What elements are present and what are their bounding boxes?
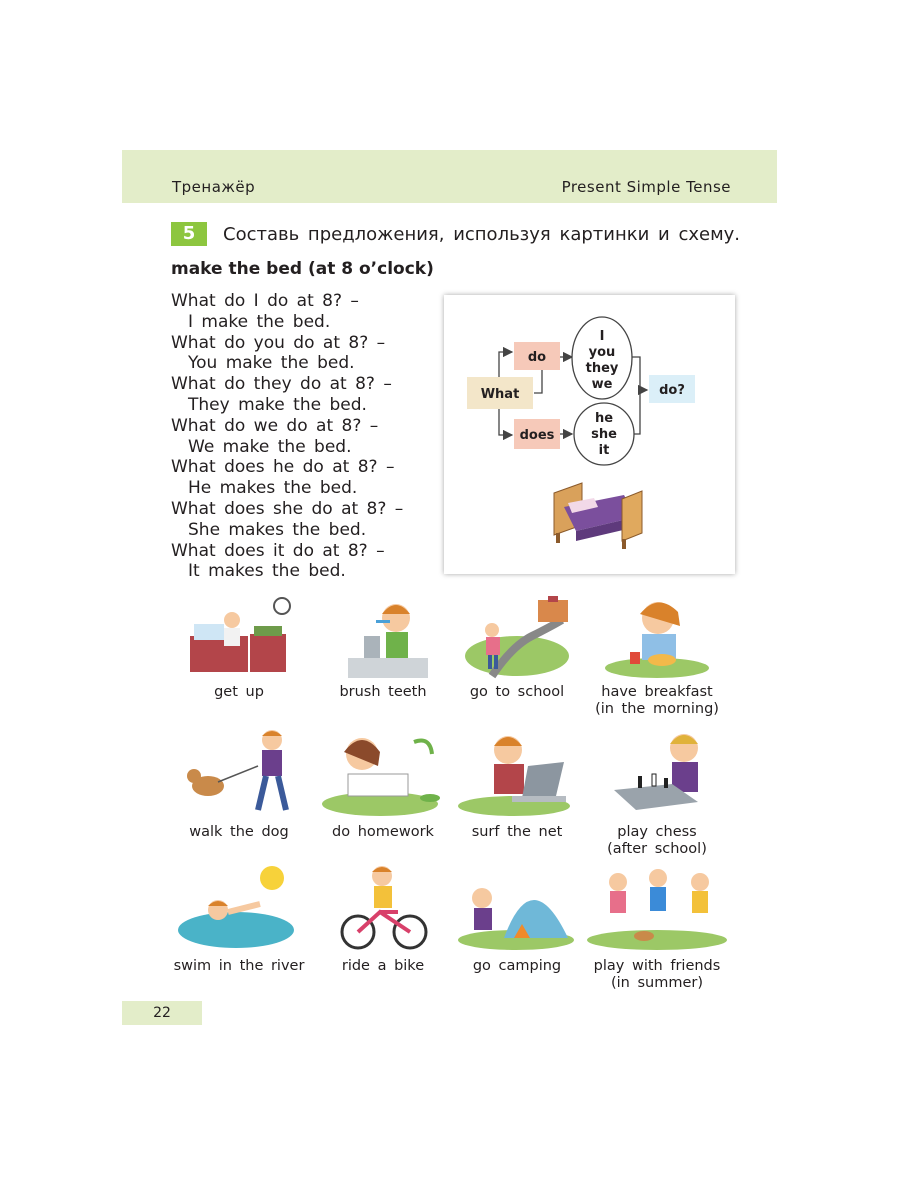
activity-note: (in summer) bbox=[610, 974, 704, 991]
dialog-question: What does it do at 8? – bbox=[171, 540, 385, 561]
section-title: Тренажёр bbox=[172, 178, 256, 196]
example-title: make the bed (at 8 o’clock) bbox=[171, 259, 434, 279]
dialog-answer: She makes the bed. bbox=[188, 519, 367, 540]
dialog-answer: We make the bed. bbox=[188, 436, 352, 457]
dialog-question: What do I do at 8? – bbox=[171, 291, 359, 311]
brush-teeth-illustration bbox=[328, 596, 438, 680]
dialog-answer: I make the bed. bbox=[188, 311, 331, 332]
activity-label: do homework bbox=[332, 824, 434, 840]
go-camping-illustration bbox=[452, 860, 582, 954]
task-number-badge: 5 bbox=[171, 222, 207, 246]
activity-card bbox=[582, 596, 732, 717]
activity-label: go camping bbox=[472, 958, 562, 974]
activity-card bbox=[164, 860, 314, 975]
activity-label: brush teeth bbox=[339, 684, 427, 700]
task-instruction: Составь предложения, используя картинки и схему. bbox=[223, 224, 741, 245]
activity-card bbox=[308, 596, 458, 701]
activity-card bbox=[308, 726, 458, 841]
do-homework-illustration bbox=[318, 726, 448, 820]
do-label: do bbox=[527, 350, 547, 365]
topic-title: Present Simple Tense bbox=[561, 178, 731, 196]
activity-label: go to school bbox=[469, 684, 565, 700]
dialog-answer: It makes the bed. bbox=[188, 561, 346, 582]
dialog-answer: He makes the bed. bbox=[188, 478, 358, 499]
activity-card bbox=[582, 726, 732, 857]
play-chess-illustration bbox=[592, 726, 722, 820]
activity-label: surf the net bbox=[471, 824, 563, 840]
activity-label: play with friends bbox=[593, 958, 721, 974]
activity-label: have breakfast bbox=[601, 684, 713, 700]
activity-card bbox=[442, 860, 592, 975]
activity-card bbox=[582, 860, 732, 991]
activity-card bbox=[442, 596, 592, 701]
activity-label: walk the dog bbox=[189, 824, 289, 840]
does-label: does bbox=[519, 428, 555, 443]
dialog-question: What does she do at 8? – bbox=[171, 498, 404, 519]
activity-label: ride a bike bbox=[341, 958, 425, 974]
walk-the-dog-illustration bbox=[174, 726, 304, 820]
activity-label: play chess bbox=[617, 824, 697, 840]
dialog-question: What do they do at 8? – bbox=[171, 374, 392, 395]
pronoun-label: I bbox=[599, 329, 605, 344]
activity-card bbox=[164, 726, 314, 841]
activity-card bbox=[308, 860, 458, 975]
go-to-school-illustration bbox=[462, 596, 572, 680]
swim-in-the-river-illustration bbox=[174, 860, 304, 954]
dialog-answer: They make the bed. bbox=[188, 394, 367, 415]
what-label: What bbox=[480, 387, 520, 402]
have-breakfast-illustration bbox=[602, 596, 712, 680]
pronoun-label: you bbox=[588, 345, 616, 360]
activity-card bbox=[164, 596, 314, 701]
surf-the-net-illustration bbox=[452, 726, 582, 820]
ride-a-bike-illustration bbox=[318, 860, 448, 954]
get-up-illustration bbox=[184, 596, 294, 680]
activity-note: (in the morning) bbox=[595, 700, 719, 717]
pronoun-label: we bbox=[591, 377, 613, 392]
do-question-label: do? bbox=[659, 383, 685, 398]
pronoun-label: she bbox=[591, 427, 617, 442]
play-with-friends-illustration bbox=[582, 860, 732, 954]
pronoun-label: it bbox=[598, 443, 610, 458]
dialog-question: What do we do at 8? – bbox=[171, 415, 379, 436]
dialog-question: What do you do at 8? – bbox=[171, 332, 386, 353]
activity-note: (after school) bbox=[607, 840, 707, 857]
page-number: 22 bbox=[122, 1001, 202, 1025]
pronoun-label: he bbox=[594, 411, 614, 426]
dialog-answer: You make the bed. bbox=[188, 353, 355, 374]
activity-label: get up bbox=[214, 684, 264, 700]
activity-label: swim in the river bbox=[173, 958, 305, 974]
activity-card bbox=[442, 726, 592, 841]
dialog-question: What does he do at 8? – bbox=[171, 457, 395, 478]
pronoun-label: they bbox=[585, 361, 619, 376]
